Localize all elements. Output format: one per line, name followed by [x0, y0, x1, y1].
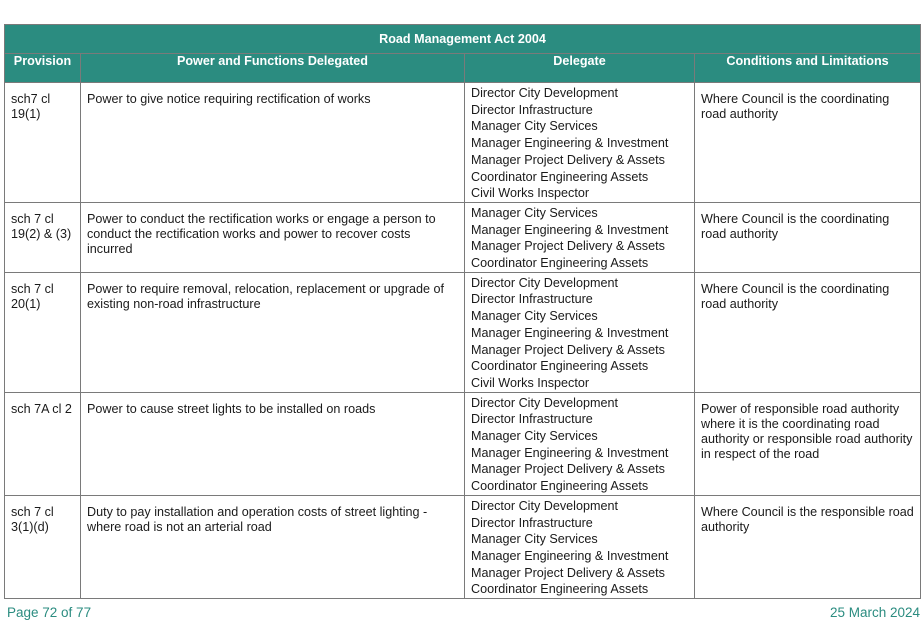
cell-power: Power to require removal, relocation, replacement or upgrade of existing non-road infrastructure — [81, 272, 465, 392]
table-row — [5, 392, 921, 495]
table-row — [5, 83, 921, 203]
cell-power: Duty to pay installation and operation costs of street lighting - where road is not an arterial road — [81, 495, 465, 598]
header-provision: Provision — [5, 54, 81, 83]
cell-conditions: Where Council is the responsible road authority — [695, 495, 921, 598]
delegate-item: Coordinator Engineering Assets — [471, 359, 649, 374]
delegate-item: Director Infrastructure — [471, 292, 593, 307]
delegate-item: Coordinator Engineering Assets — [471, 479, 649, 494]
header-conditions: Conditions and Limitations — [695, 54, 921, 83]
cell-conditions: Where Council is the coordinating road authority — [695, 272, 921, 392]
delegate-item: Director Infrastructure — [471, 515, 593, 530]
cell-conditions: Where Council is the coordinating road authority — [695, 202, 921, 272]
delegate-item: Manager Project Delivery & Assets — [471, 239, 665, 254]
delegate-item: Manager Project Delivery & Assets — [471, 565, 665, 580]
delegate-item: Manager Engineering & Investment — [471, 136, 669, 151]
cell-provision: sch 7 cl 3(1)(d) — [5, 495, 81, 598]
delegate-item: Manager City Services — [471, 532, 598, 547]
delegate-item: Manager Project Delivery & Assets — [471, 462, 665, 477]
page-number: Page 72 of 77 — [7, 605, 92, 620]
cell-power: Power to conduct the rectification works or engage a person to conduct the rectification works and power to recover costs incurred — [81, 202, 465, 272]
header-power: Power and Functions Delegated — [81, 54, 465, 83]
cell-delegate — [465, 495, 695, 598]
cell-power: Power to give notice requiring rectification of works — [81, 83, 465, 203]
cell-delegate — [465, 272, 695, 392]
delegate-item: Director Infrastructure — [471, 102, 593, 117]
delegation-table — [4, 24, 921, 599]
cell-conditions: Power of responsible road authority where it is the coordinating road authority or responsible road authority in respect of the road — [695, 392, 921, 495]
cell-delegate — [465, 202, 695, 272]
delegate-item: Manager Engineering & Investment — [471, 325, 669, 340]
cell-conditions: Where Council is the coordinating road authority — [695, 83, 921, 203]
delegate-item: Manager City Services — [471, 309, 598, 324]
table-row — [5, 495, 921, 598]
delegate-item: Manager Engineering & Investment — [471, 445, 669, 460]
delegate-item: Director City Development — [471, 275, 618, 290]
delegate-item: Director City Development — [471, 498, 618, 513]
delegate-item: Coordinator Engineering Assets — [471, 582, 649, 597]
delegate-item: Manager Engineering & Investment — [471, 548, 669, 563]
cell-provision: sch7 cl 19(1) — [5, 83, 81, 203]
delegate-item: Manager City Services — [471, 205, 598, 220]
table-title: Road Management Act 2004 — [5, 25, 921, 54]
cell-delegate — [465, 83, 695, 203]
header-delegate: Delegate — [465, 54, 695, 83]
delegate-item: Director City Development — [471, 86, 618, 100]
cell-provision: sch 7A cl 2 — [5, 392, 81, 495]
cell-power: Power to cause street lights to be installed on roads — [81, 392, 465, 495]
table-header-row — [5, 54, 921, 83]
delegate-item: Coordinator Engineering Assets — [471, 169, 649, 184]
delegate-item: Civil Works Inspector — [471, 186, 590, 201]
document-date: 25 March 2024 — [829, 605, 920, 620]
delegate-item: Coordinator Engineering Assets — [471, 256, 649, 271]
delegate-item: Manager Project Delivery & Assets — [471, 342, 665, 357]
delegate-item: Manager Engineering & Investment — [471, 222, 669, 237]
cell-provision: sch 7 cl 19(2) & (3) — [5, 202, 81, 272]
delegate-item: Director City Development — [471, 395, 618, 410]
table-row — [5, 202, 921, 272]
delegate-item: Manager City Services — [471, 429, 598, 444]
delegate-item: Director Infrastructure — [471, 412, 593, 427]
delegate-item: Manager City Services — [471, 119, 598, 134]
cell-provision: sch 7 cl 20(1) — [5, 272, 81, 392]
cell-delegate — [465, 392, 695, 495]
table-row — [5, 272, 921, 392]
delegate-item: Civil Works Inspector — [471, 375, 590, 390]
table-body — [5, 83, 921, 599]
delegate-item: Manager Project Delivery & Assets — [471, 152, 665, 167]
